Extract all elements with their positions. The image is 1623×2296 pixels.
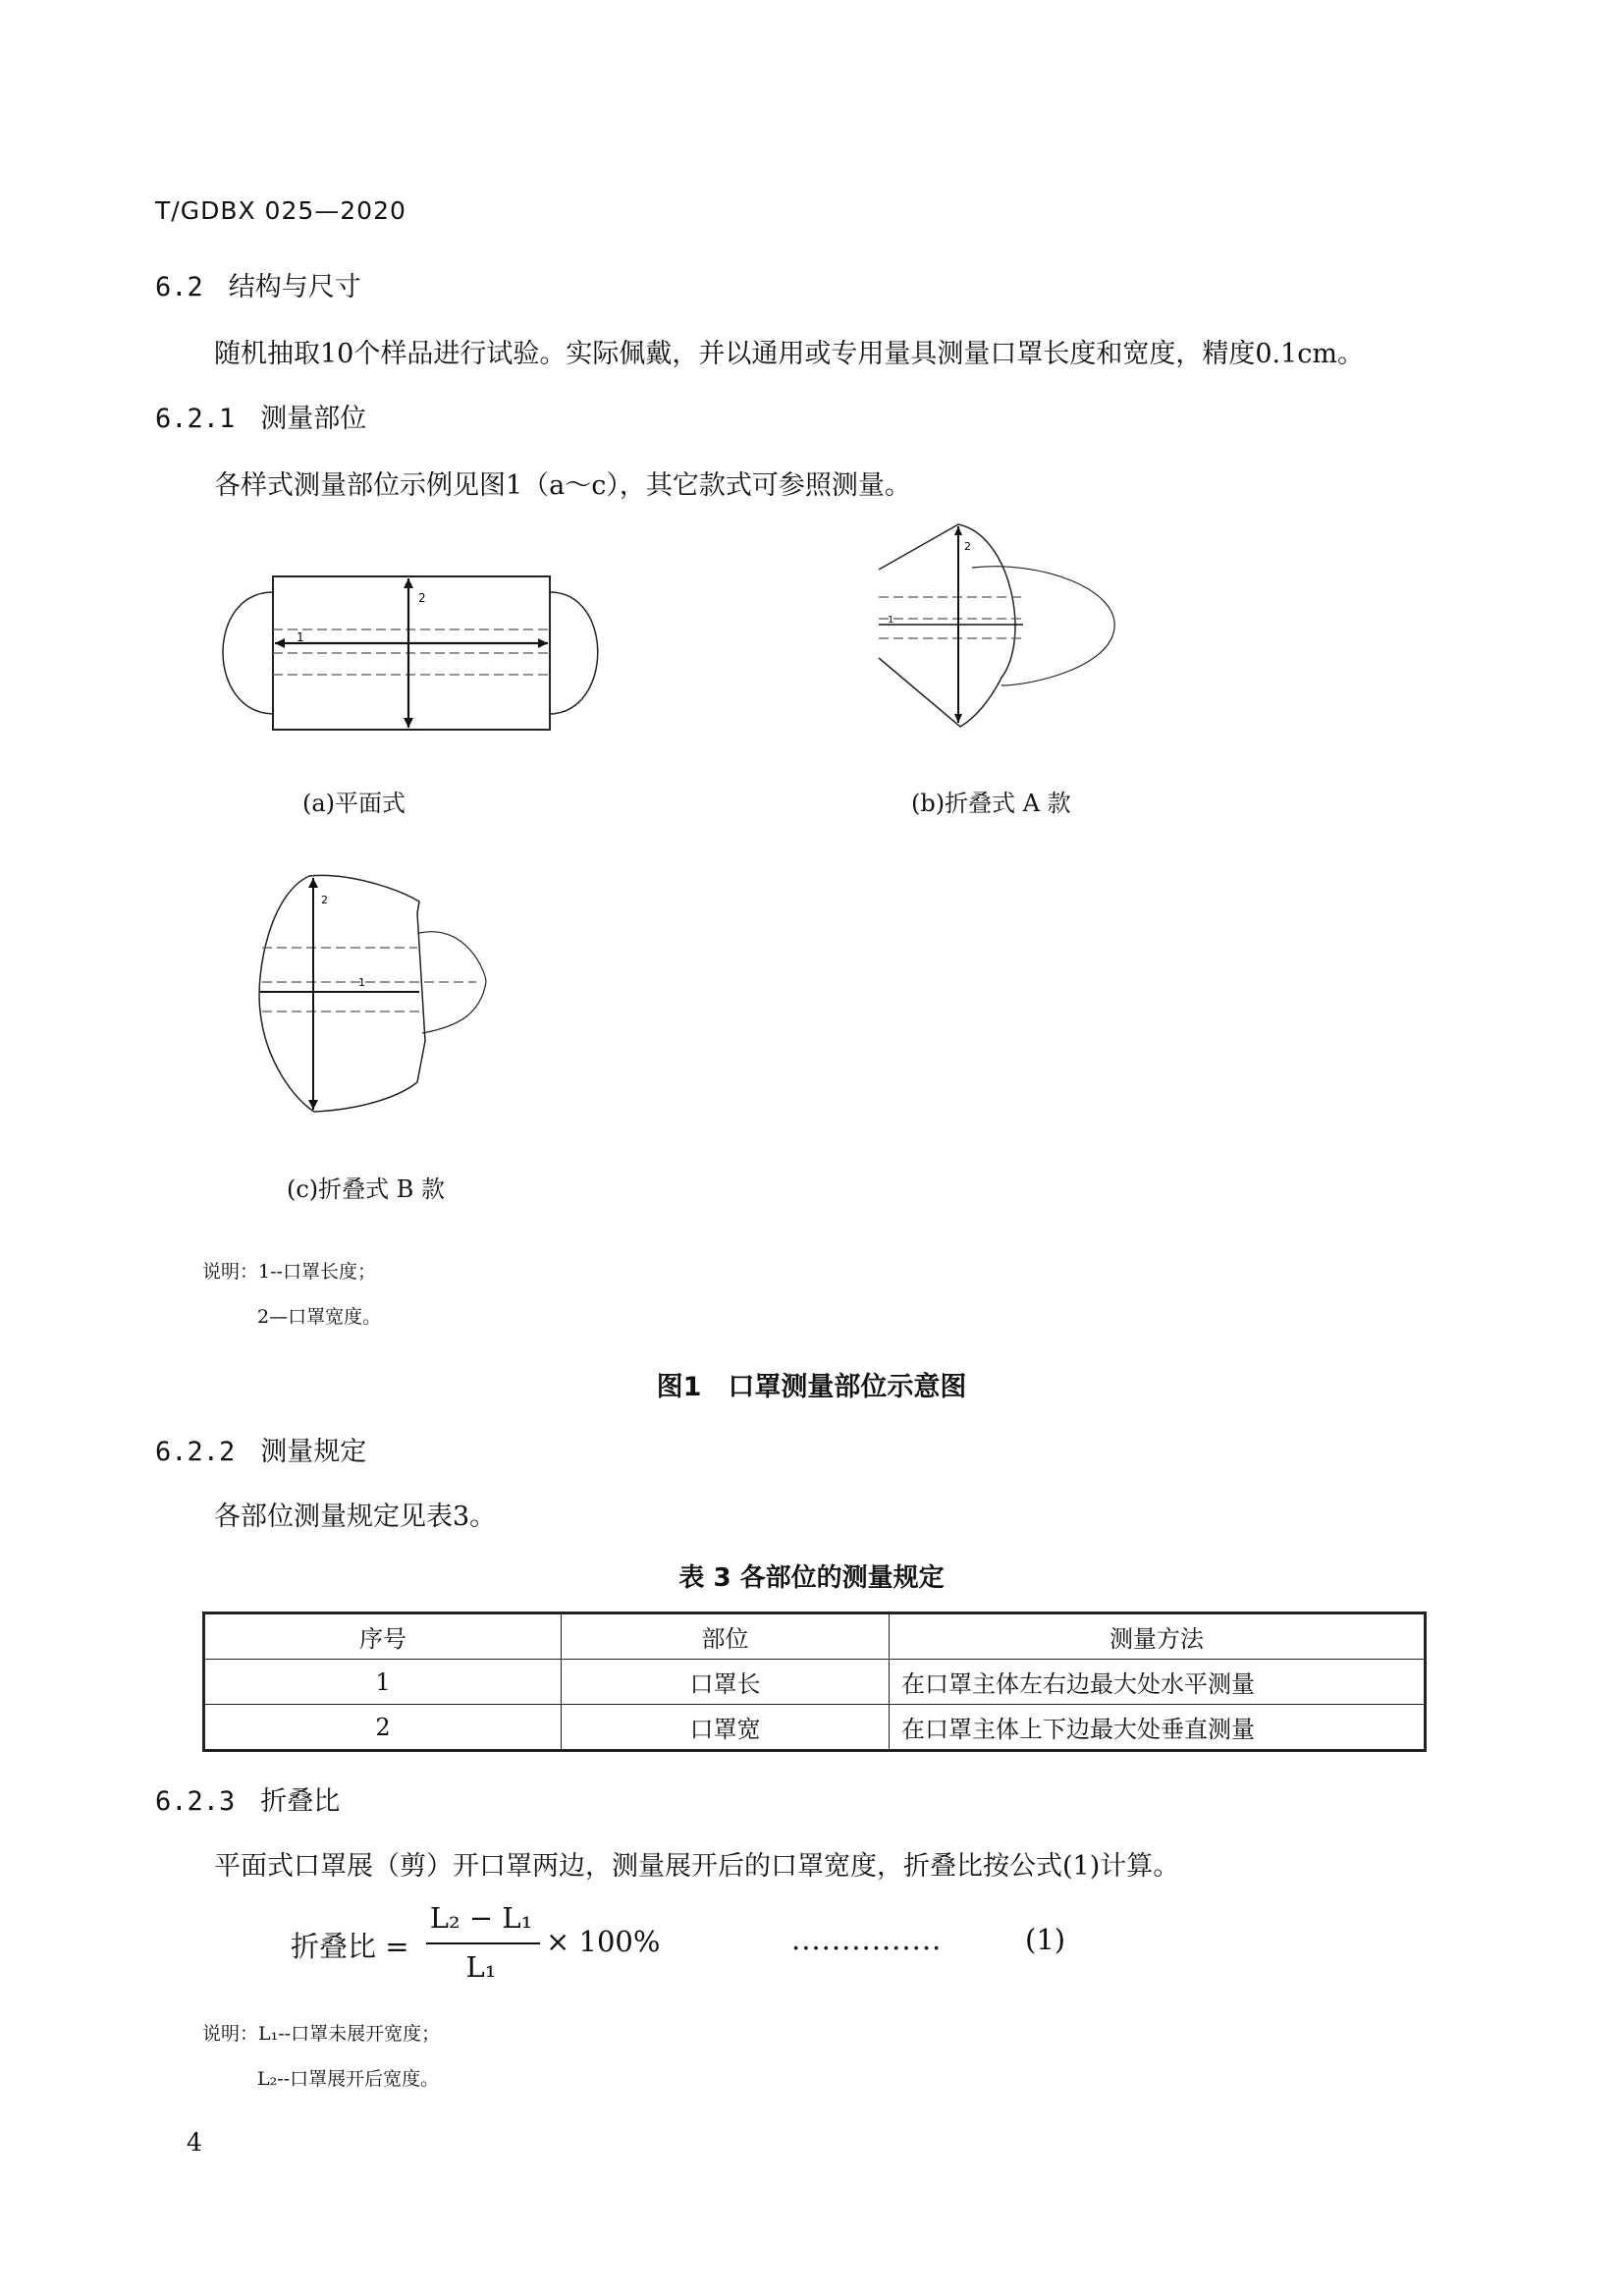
formula-note-1	[202, 2019, 440, 2046]
formula-lhs: 折叠比 =	[291, 1930, 409, 1963]
figure-c-caption: (c)折叠式 B 款	[287, 1175, 446, 1203]
section-6-2-text: 随机抽取10个样品进行试验。实际佩戴，并以通用或专用量具测量口罩长度和宽度，精度0.1cm。	[214, 339, 1365, 369]
note-label: 说明：	[202, 2023, 259, 2045]
section-number: 6.2.1	[155, 404, 236, 434]
section-title: 折叠比	[260, 1786, 341, 1817]
section-title: 测量规定	[260, 1437, 367, 1467]
table-cell: 口罩宽	[562, 1705, 890, 1751]
note-text: 1--口罩长度；	[258, 1261, 376, 1283]
section-title: 结构与尺寸	[228, 272, 361, 302]
figure-b-caption: (b)折叠式 A 款	[911, 790, 1071, 817]
column-header: 测量方法	[890, 1613, 1426, 1660]
section-6-2-1-text: 各样式测量部位示例见图1（a～c），其它款式可参照测量。	[214, 470, 911, 501]
formula-numerator: L₂ − L₁	[429, 1901, 533, 1935]
table-cell: 2	[204, 1705, 562, 1751]
section-number: 6.2	[155, 272, 203, 302]
formula-factor: × 100%	[546, 1925, 661, 1958]
mask-body	[259, 875, 425, 1112]
mark-1: 1	[358, 976, 365, 989]
document-code: T/GDBX 025—2020	[155, 196, 406, 225]
section-6-2-2-heading	[155, 1430, 366, 1468]
left-ear-loop	[223, 592, 273, 714]
note-text: L₁--口罩未展开宽度；	[258, 2023, 441, 2045]
section-6-2-1-heading	[155, 397, 366, 435]
figure-a-flat-mask	[206, 565, 619, 741]
table-row	[204, 1705, 1426, 1751]
table-cell: 口罩长	[562, 1660, 890, 1705]
mask-body	[879, 524, 1015, 727]
table-cell: 在口罩主体上下边最大处垂直测量	[890, 1705, 1426, 1751]
note-label: 说明：	[202, 1261, 259, 1283]
formula-note-2: L₂--口罩展开后宽度。	[257, 2068, 440, 2090]
table-row	[204, 1660, 1426, 1705]
section-title: 测量部位	[260, 404, 367, 434]
figure-a-caption: (a)平面式	[302, 790, 406, 817]
figure-note-2: 2—口罩宽度。	[257, 1306, 382, 1328]
formula-number: (1)	[1025, 1923, 1066, 1956]
mark-2: 2	[321, 894, 328, 906]
table-cell: 在口罩主体左右边最大处水平测量	[890, 1660, 1426, 1705]
column-header: 部位	[562, 1613, 890, 1660]
figure-c-folded-mask-b	[250, 864, 496, 1120]
section-number: 6.2.2	[155, 1437, 236, 1467]
table-title: 表 3 各部位的测量规定	[678, 1563, 945, 1593]
mark-2: 2	[964, 540, 971, 553]
section-6-2-2-text: 各部位测量规定见表3。	[214, 1502, 497, 1532]
section-6-2-heading	[155, 265, 361, 303]
right-ear-loop	[550, 592, 598, 714]
figure-title: 图1 口罩测量部位示意图	[656, 1372, 967, 1402]
mark-2: 2	[418, 591, 426, 605]
section-6-2-3-heading	[155, 1779, 340, 1818]
column-header: 序号	[204, 1613, 562, 1660]
measurement-spec-table	[202, 1612, 1427, 1752]
mark-1: 1	[888, 615, 894, 626]
table-header-row	[204, 1613, 1426, 1660]
formula-denominator: L₁	[465, 1950, 497, 1984]
section-6-2-3-text: 平面式口罩展（剪）开口罩两边，测量展开后的口罩宽度，折叠比按公式(1)计算。	[214, 1851, 1180, 1882]
formula-leader-dots: ...............	[791, 1923, 943, 1956]
fraction-bar	[426, 1942, 540, 1944]
mark-1: 1	[297, 630, 304, 644]
page-number: 4	[187, 2128, 202, 2157]
table-cell: 1	[204, 1660, 562, 1705]
section-number: 6.2.3	[155, 1786, 236, 1817]
figure-note-1	[202, 1257, 376, 1284]
figure-b-folded-mask-a	[874, 520, 1129, 732]
ear-loop	[972, 567, 1114, 685]
